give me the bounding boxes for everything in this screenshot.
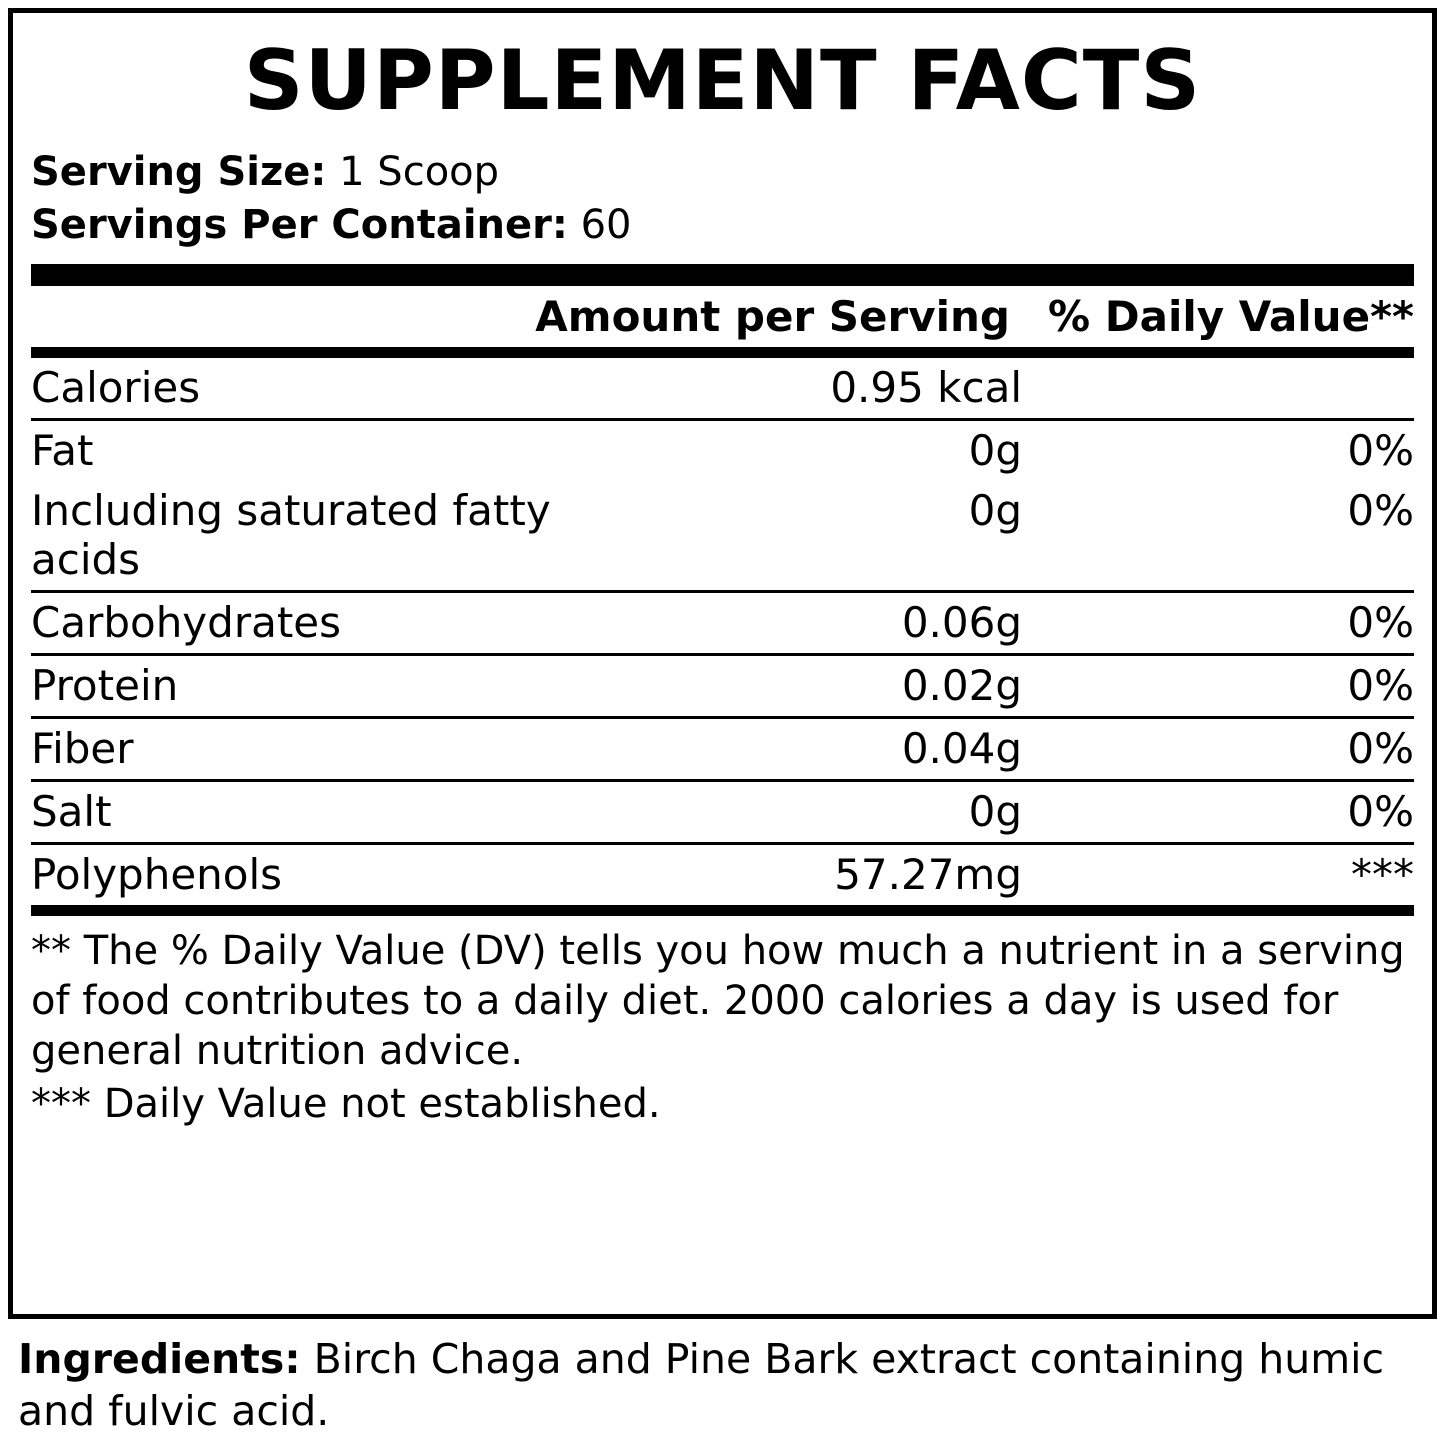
nutrient-amount: 0g	[662, 780, 1022, 843]
divider-under-headers	[31, 347, 1414, 358]
table-row	[31, 843, 1414, 905]
footnote-not-established: *** Daily Value not established.	[31, 1080, 661, 1127]
serving-size-label: Serving Size:	[31, 149, 327, 195]
column-header-amount: Amount per Serving	[535, 291, 1010, 341]
table-row	[31, 780, 1414, 843]
nutrient-amount: 57.27mg	[834, 849, 1022, 899]
nutrient-dv: ***	[1351, 849, 1414, 899]
nutrient-amount: 0g	[968, 425, 1022, 475]
nutrient-name: Including saturated fatty acids	[31, 481, 662, 592]
ingredients-text: Birch Chaga and Pine Bark extract containing humic and fulvic acid.	[18, 1335, 1385, 1436]
nutrient-amount: 0.02g	[662, 654, 1022, 717]
nutrient-name: Fiber	[31, 717, 662, 780]
servings-per-container-value: 60	[580, 201, 632, 248]
ingredients-label: Ingredients:	[18, 1335, 301, 1383]
page-title: SUPPLEMENT FACTS	[243, 32, 1202, 129]
nutrient-dv: 0%	[1022, 481, 1414, 592]
nutrient-dv: 0%	[1022, 717, 1414, 780]
ingredients-section	[18, 1333, 1438, 1438]
table-row	[31, 591, 1414, 654]
nutrient-amount: 0.06g	[662, 591, 1022, 654]
nutrient-amount: 0.04g	[662, 717, 1022, 780]
serving-size-line	[31, 146, 1414, 199]
nutrition-table	[31, 358, 1414, 905]
serving-info	[31, 146, 1414, 252]
table-row	[31, 717, 1414, 780]
nutrient-name: Polyphenols	[31, 849, 283, 899]
table-row	[31, 419, 1414, 481]
table-row	[31, 654, 1414, 717]
column-headers	[31, 286, 1414, 347]
nutrient-amount: 0g	[662, 481, 1022, 592]
serving-size-value: 1 Scoop	[339, 149, 500, 195]
nutrient-name: Salt	[31, 780, 662, 843]
nutrient-name: Calories	[31, 358, 662, 420]
nutrient-dv: 0%	[1347, 425, 1414, 475]
facts-panel	[8, 8, 1437, 1319]
nutrient-dv: 0%	[1022, 780, 1414, 843]
divider-thick-top	[31, 264, 1414, 286]
table-row	[31, 481, 1414, 592]
nutrient-name: Fat	[31, 425, 94, 475]
nutrient-name: Carbohydrates	[31, 591, 662, 654]
servings-per-container-label: Servings Per Container:	[31, 201, 568, 248]
servings-per-container-line	[31, 199, 1414, 252]
nutrient-dv: 0%	[1022, 591, 1414, 654]
nutrient-name: Protein	[31, 654, 662, 717]
nutrient-amount: 0.95 kcal	[662, 358, 1022, 420]
divider-above-footnotes	[31, 905, 1414, 916]
column-header-daily-value: % Daily Value**	[1048, 291, 1414, 341]
nutrient-dv: 0%	[1022, 654, 1414, 717]
nutrient-dv	[1022, 358, 1414, 420]
table-row	[31, 358, 1414, 420]
footnote-daily-value: ** The % Daily Value (DV) tells you how much a nutrient in a serving of food contributes to a daily diet. 2000 calories a day is used for general nutrition advice.	[31, 927, 1405, 1075]
